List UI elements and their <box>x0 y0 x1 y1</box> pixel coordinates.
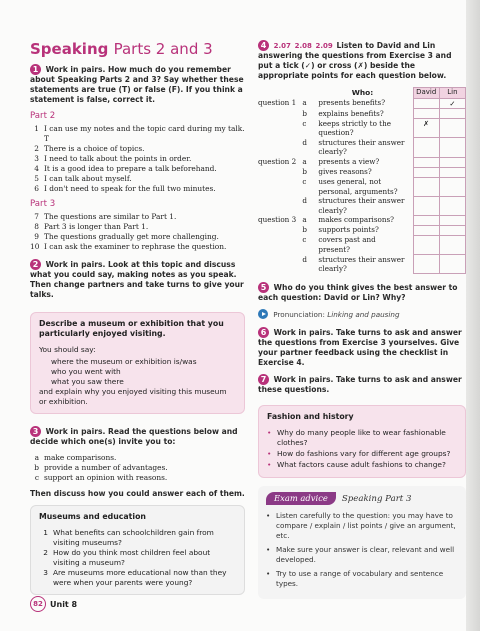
exercise-1-instruction: 1 Work in pairs. How much do you remember about Speaking Parts 2 and 3? Say whether these statements are true (T) or false (F). If you think a statement is false, correct it. <box>30 65 244 104</box>
lin-answer-cell[interactable] <box>439 215 465 225</box>
checklist-row <box>258 98 466 109</box>
pronunciation-link[interactable]: Pronunciation: Linking and pausing <box>258 309 466 319</box>
part-3-label: Part 3 <box>30 199 56 209</box>
exercise-7-instruction: 7 Work in pairs. Take turns to ask and answer these questions. <box>258 375 462 395</box>
point-letter: a <box>302 215 307 225</box>
exam-advice-tag: Exam advice <box>266 492 336 505</box>
question-item: • What factors cause adult fashions to change? <box>267 460 457 470</box>
topic-point: where the museum or exhibition is/was <box>51 357 197 366</box>
exercise-5-instruction: 5 Who do you think gives the best answer to each question: David or Lin? Why? <box>258 283 458 303</box>
statement-item: 1 I can use my notes and the topic card during my talk. T <box>34 124 245 143</box>
david-answer-cell[interactable] <box>413 235 439 254</box>
point-text: structures their answer clearly? <box>318 254 405 274</box>
checklist-row <box>258 119 466 138</box>
museums-questions-box <box>30 505 245 595</box>
advice-item: • Make sure your answer is clear, relevant and well developed. <box>266 545 458 565</box>
question-label <box>258 235 302 254</box>
lin-answer-cell[interactable] <box>439 177 465 196</box>
fashion-questions <box>267 428 457 470</box>
point-text: presents a view? <box>318 157 380 167</box>
unit-label: Unit 8 <box>50 599 78 609</box>
part-2-label: Part 2 <box>30 111 56 121</box>
statement-item: 2 There is a choice of topics. <box>34 144 145 153</box>
statement-item: 4 It is a good idea to prepare a talk beforehand. <box>34 164 217 173</box>
statement-item: 8 Part 3 is longer than Part 1. <box>34 222 149 231</box>
exam-advice-list <box>266 511 458 589</box>
lin-answer-cell[interactable]: ✓ <box>439 98 465 109</box>
lin-answer-cell[interactable] <box>439 167 465 177</box>
point-letter: b <box>302 225 307 235</box>
question-label: question 3 <box>258 215 297 225</box>
exercise-4-instruction: 4 2.07 2.08 2.09 Listen to David and Lin answering the questions from Exercise 3 and put a tick (✓) or cross (✗) beside the appropriate points for each question below. <box>258 41 452 80</box>
point-letter: c <box>302 118 307 128</box>
question-label <box>258 109 302 119</box>
topic-card <box>30 312 245 414</box>
point-letter: d <box>302 137 307 147</box>
exercise-number: 4 <box>258 40 269 51</box>
point-letter: b <box>302 108 307 118</box>
question-label <box>258 177 302 196</box>
david-answer-cell[interactable] <box>413 255 439 274</box>
david-answer-cell[interactable] <box>413 225 439 235</box>
checklist-row <box>258 138 466 157</box>
audio-track-icon[interactable]: 2.09 <box>315 42 333 50</box>
question-item: 3 Are museums more educational now than they were when your parents were young? <box>43 568 227 587</box>
exercise-number: 1 <box>30 64 41 75</box>
checklist-row <box>258 235 466 254</box>
lin-answer-cell[interactable] <box>439 157 465 167</box>
point-text: supports points? <box>318 225 379 235</box>
checklist-row <box>258 167 466 177</box>
point-text: makes comparisons? <box>318 215 395 225</box>
question-label <box>258 138 302 157</box>
checklist-row <box>258 177 466 196</box>
question-item: • How do fashions vary for different age groups? <box>267 449 457 459</box>
exercise-number: 2 <box>30 259 41 270</box>
point-text: presents benefits? <box>318 98 386 108</box>
point-letter: b <box>302 167 307 177</box>
exercise-number: 6 <box>258 327 269 338</box>
topic-card-explain: and explain why you enjoyed visiting this museum or exhibition. <box>39 387 227 406</box>
checklist-row <box>258 215 466 225</box>
point-letter: a <box>302 157 307 167</box>
fashion-questions-box <box>258 405 466 478</box>
point-letter: d <box>302 254 307 264</box>
lin-answer-cell[interactable] <box>439 235 465 254</box>
checklist-row <box>258 255 466 274</box>
exam-advice-box <box>258 486 466 599</box>
exercise-number: 5 <box>258 282 269 293</box>
checklist-table <box>258 87 466 274</box>
topic-point: what you saw there <box>51 377 124 386</box>
point-letter: d <box>302 196 307 206</box>
option-item: b provide a number of advantages. <box>34 463 168 472</box>
checklist-row <box>258 109 466 119</box>
right-column <box>258 40 466 599</box>
statement-item: 10 I can ask the examiner to rephrase the question. <box>30 242 227 251</box>
lin-answer-cell[interactable] <box>439 196 465 215</box>
lin-answer-cell[interactable] <box>439 109 465 119</box>
topic-point: who you went with <box>51 367 121 376</box>
question-label <box>258 119 302 138</box>
page-footer <box>30 596 77 612</box>
audio-track-icon[interactable]: 2.07 <box>273 42 291 50</box>
play-icon[interactable] <box>258 309 268 319</box>
museums-box-title: Museums and education <box>39 512 146 521</box>
option-item: c support an opinion with reasons. <box>34 473 168 482</box>
advice-item: • Listen carefully to the question: you may have to compare / explain / list points / give an argument, etc. <box>266 511 458 541</box>
checklist-row <box>258 196 466 215</box>
david-answer-cell[interactable] <box>413 157 439 167</box>
checklist-row <box>258 157 466 167</box>
david-answer-cell[interactable] <box>413 109 439 119</box>
audio-track-icon[interactable]: 2.08 <box>294 42 312 50</box>
statement-item: 6 I don't need to speak for the full two minutes. <box>34 184 216 193</box>
point-text: keeps strictly to the question? <box>318 118 391 138</box>
david-column-header: David <box>413 88 439 99</box>
lin-answer-cell[interactable] <box>439 138 465 157</box>
point-text: structures their answer clearly? <box>318 196 405 215</box>
question-item: 1 What benefits can schoolchildren gain from visiting museums? <box>43 528 214 547</box>
question-label <box>258 196 302 215</box>
point-text: gives reasons? <box>318 167 372 177</box>
question-item: 2 How do you think most children feel about visiting a museum? <box>43 548 211 567</box>
exercise-2-instruction: 2 Work in pairs. Look at this topic and discuss what you could say, making notes as you speak. Then change partners and take turns to give your talks. <box>30 260 244 299</box>
point-text: covers past and present? <box>318 235 376 255</box>
checklist-row <box>258 225 466 235</box>
page-number: 82 <box>30 596 46 612</box>
exercise-3-instruction: 3 Work in pairs. Read the questions below and decide which one(s) invite you to: <box>30 427 238 446</box>
who-label: Who: <box>351 87 374 97</box>
fashion-box-title: Fashion and history <box>267 412 354 422</box>
topic-card-title: Describe a museum or exhibition that you particularly enjoyed visiting. <box>39 319 224 338</box>
page-edge <box>466 0 480 631</box>
question-item: • Why do many people like to wear fashionable clothes? <box>267 428 457 448</box>
exercise-6-instruction: 6 Work in pairs. Take turns to ask and answer the questions from Exercise 3 yourselves. Give your partner feedback using the checklist in Exercise 4. <box>258 328 462 368</box>
lin-answer-cell[interactable] <box>439 119 465 138</box>
question-label <box>258 225 302 235</box>
exercise-number: 3 <box>30 426 41 437</box>
lin-answer-cell[interactable] <box>439 225 465 235</box>
exercise-number: 7 <box>258 374 269 385</box>
topic-card-points <box>39 357 236 387</box>
david-answer-cell[interactable] <box>413 167 439 177</box>
david-answer-cell[interactable] <box>413 138 439 157</box>
statement-item: 7 The questions are similar to Part 1. <box>34 212 177 221</box>
point-letter: c <box>302 235 307 245</box>
question-label: question 1 <box>258 98 297 108</box>
advice-item: • Try to use a range of vocabulary and sentence types. <box>266 569 458 589</box>
part-2-statements <box>30 124 245 194</box>
question-label <box>258 167 302 177</box>
statement-item: 9 The questions gradually get more challenging. <box>34 232 219 241</box>
should-say-label: You should say: <box>39 345 96 354</box>
lin-answer-cell[interactable] <box>439 255 465 274</box>
point-text: explains benefits? <box>318 108 384 118</box>
option-item: a make comparisons. <box>34 453 117 462</box>
david-answer-cell[interactable] <box>413 177 439 196</box>
point-text: structures their answer clearly? <box>318 137 405 157</box>
lin-column-header: Lin <box>439 88 465 99</box>
question-label <box>258 255 302 274</box>
part-3-statements <box>30 212 245 252</box>
david-answer-cell[interactable] <box>413 196 439 215</box>
exercise-3-options <box>30 453 245 483</box>
david-answer-cell[interactable] <box>413 215 439 225</box>
point-text: uses general, not personal, arguments? <box>318 177 398 196</box>
section-heading: Speaking Parts 2 and 3 <box>30 40 213 58</box>
statement-item: 3 I need to talk about the points in order. <box>34 154 192 163</box>
question-label: question 2 <box>258 157 297 167</box>
david-answer-cell[interactable]: ✗ <box>413 119 439 138</box>
point-letter: c <box>302 177 307 187</box>
david-answer-cell[interactable] <box>413 98 439 109</box>
left-column <box>30 40 245 595</box>
exam-advice-title: Speaking Part 3 <box>341 493 412 504</box>
statement-item: 5 I can talk about myself. <box>34 174 132 183</box>
exercise-3-followup: Then discuss how you could answer each of them. <box>30 489 245 498</box>
museums-questions <box>39 528 236 588</box>
point-letter: a <box>302 98 307 108</box>
